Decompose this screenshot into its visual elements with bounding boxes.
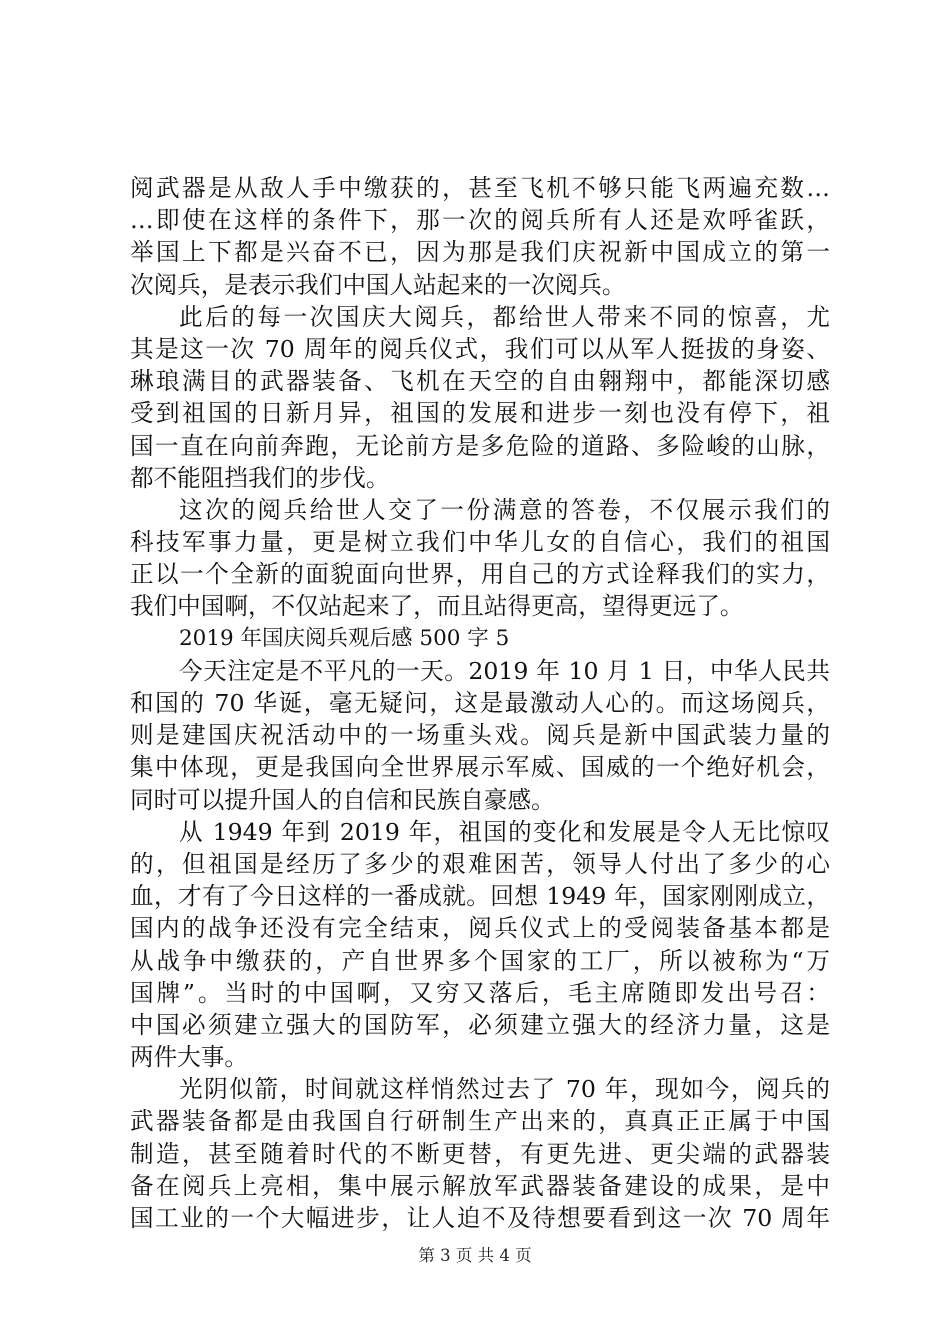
text-line: 集中体现，更是我国向全世界展示军威、国威的一个绝好机会，: [130, 753, 830, 782]
text-line: 都不能阻挡我们的步伐。: [130, 463, 390, 492]
text-line: 阅武器是从敌人手中缴获的，甚至飞机不够只能飞两遍充数…: [130, 174, 830, 202]
text-line: 同时可以提升国人的自信和民族自豪感。: [130, 785, 555, 814]
text-line: 举国上下都是兴奋不已，因为那是我们庆祝新中国成立的第一: [130, 238, 830, 267]
text-line: 国一直在向前奔跑，无论前方是多危险的道路、多险峻的山脉，: [130, 431, 830, 460]
page-number: 第 3 页 共 4 页: [418, 1246, 532, 1265]
paragraph-start-line: 这次的阅兵给世人交了一份满意的答卷，不仅展示我们的: [179, 495, 830, 524]
text-line: 我们中国啊，不仅站起来了，而且站得更高，望得更远了。: [130, 592, 744, 621]
text-line: …即使在这样的条件下，那一次的阅兵所有人还是欢呼雀跃，: [130, 206, 830, 235]
text-line: 琳琅满目的武器装备、飞机在天空的自由翱翔中，都能深切感: [130, 367, 830, 396]
text-line: 国内的战争还没有完全结束，阅兵仪式上的受阅装备基本都是: [130, 914, 830, 943]
text-line: 受到祖国的日新月异，祖国的发展和进步一刻也没有停下，祖: [130, 399, 830, 428]
paragraph-start-line: 从 1949 年到 2019 年，祖国的变化和发展是令人无比惊叹: [179, 817, 830, 846]
text-line: 和国的 70 华诞，毫无疑问，这是最激动人心的。而这场阅兵，: [130, 689, 830, 717]
section-heading: 2019 年国庆阅兵观后感 500 字 5: [179, 625, 510, 651]
text-line: 中国必须建立强大的国防军，必须建立强大的经济力量，这是: [130, 1010, 830, 1039]
text-line: 备在阅兵上亮相，集中展示解放军武器装备建设的成果，是中: [130, 1171, 830, 1200]
text-line: 则是建国庆祝活动中的一场重头戏。阅兵是新中国武装力量的: [130, 721, 830, 750]
text-line: 国工业的一个大幅进步，让人迫不及待想要看到这一次 70 周年: [130, 1204, 830, 1232]
body-text: [130, 172, 830, 1234]
paragraph-start-line: 光阴似箭，时间就这样悄然过去了 70 年，现如今，阅兵的: [179, 1075, 830, 1104]
text-line: 制造，甚至随着时代的不断更替，有更先进、更尖端的武器装: [130, 1139, 830, 1168]
paragraph-start-line: 今天注定是不平凡的一天。2019 年 10 月 1 日，中华人民共: [179, 656, 830, 685]
text-line: 科技军事力量，更是树立我们中华儿女的自信心，我们的祖国: [130, 528, 830, 557]
text-line: 次阅兵，是表示我们中国人站起来的一次阅兵。: [130, 270, 626, 299]
text-line: 从战争中缴获的，产自世界多个国家的工厂，所以被称为“万: [130, 946, 830, 975]
text-line: 的，但祖国是经历了多少的艰难困苦，领导人付出了多少的心: [130, 849, 830, 878]
page-footer: [0, 1245, 950, 1267]
text-line: 武器装备都是由我国自行研制生产出来的，真真正正属于中国: [130, 1107, 830, 1136]
text-line: 其是这一次 70 周年的阅兵仪式，我们可以从军人挺拔的身姿、: [130, 334, 830, 363]
paragraph-start-line: 此后的每一次国庆大阅兵，都给世人带来不同的惊喜，尤: [179, 302, 830, 331]
text-line: 国牌”。当时的中国啊，又穷又落后，毛主席随即发出号召：: [130, 978, 830, 1007]
text-line: 两件大事。: [130, 1043, 248, 1072]
text-line: 正以一个全新的面貌面向世界，用自己的方式诠释我们的实力，: [130, 560, 830, 589]
text-line: 血，才有了今日这样的一番成就。回想 1949 年，国家刚刚成立，: [130, 882, 830, 911]
